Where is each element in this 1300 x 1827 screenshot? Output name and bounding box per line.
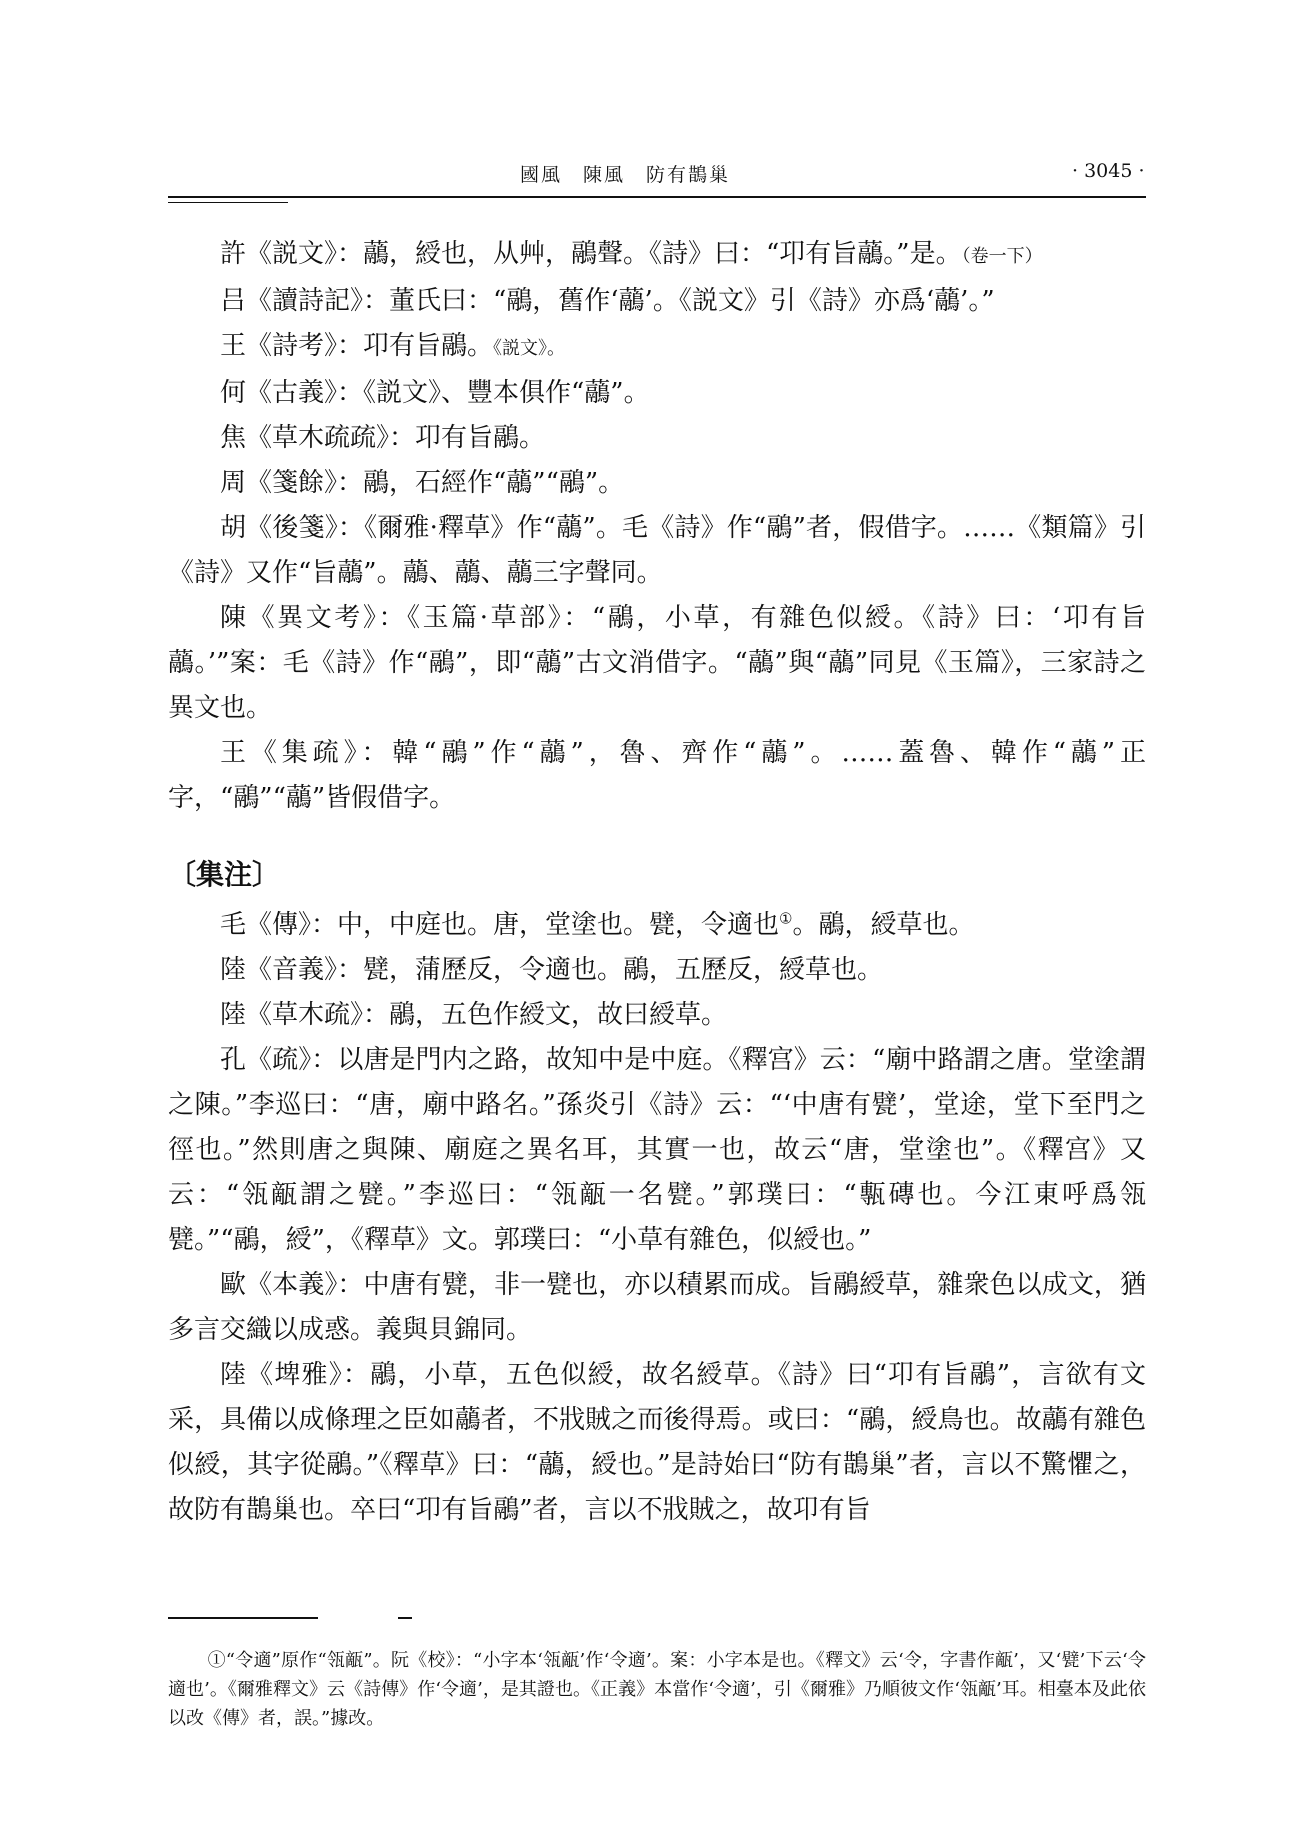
footnote-rule (168, 1617, 318, 1619)
paragraph-text: 陸《埤雅》：鷊，小草，五色似綬，故名綬草。《詩》曰“卭有旨鷊”，言欲有文采，具備以成條理之臣如虉者，不戕賊之而後得焉。或曰：“鷊，綬鳥也。故虉有雜色似綬，其字從鷊。”《釋草》曰：“虉，綬也。”是詩始曰“防有鵲巢”者，言以不驚懼之，故防有鵲巢也。卒曰“卭有旨鷊”者，言以不戕賊之，故卭有旨 (168, 1360, 1146, 1525)
inline-note: 《説文》。 (493, 338, 566, 359)
paragraph-text: 陸《草木疏》：鷊，五色作綬文，故曰綬草。 (220, 1000, 728, 1030)
paragraph (168, 1263, 1146, 1353)
paragraph-text: 歐《本義》：中唐有甓，非一甓也，亦以積累而成。旨鷊綬草，雜衆色以成文，猶多言交織以成惑。義與貝錦同。 (168, 1270, 1146, 1345)
footnote-rule-mark (398, 1617, 412, 1619)
header-rule (168, 196, 1146, 198)
paragraph-text: 毛《傳》：中，中庭也。唐，堂塗也。甓，令適也 (220, 910, 780, 940)
paragraph-text: 吕《讀詩記》：董氏曰：“鷊，舊作‘虉’。《説文》引《詩》亦爲‘虉’。” (220, 286, 995, 316)
paragraph-text: 胡《後箋》：《爾雅·釋草》作“虉”。毛《詩》作“鷊”者，假借字。……《類篇》引《詩》又作“旨虉”。虉、虉、虉三字聲同。 (168, 513, 1146, 588)
paragraph-text: 周《箋餘》：鷊，石經作“虉”“鷊”。 (220, 468, 625, 498)
running-header-title: 國風 陳風 防有鵲巢 (520, 164, 731, 186)
paragraph (168, 1038, 1146, 1263)
paragraph (168, 371, 1146, 416)
paragraph-text: 陸《音義》：甓，蒲歷反，令適也。鷊，五歷反，綬草也。 (220, 955, 884, 985)
paragraph-text: 。鷊，綬草也。 (792, 910, 975, 940)
footnote: ①“令適”原作“瓴甋”。阮《校》：“小字本‘瓴甋’作‘令適’。案：小字本是也。《釋文》云‘令，字書作甋’，又‘甓’下云‘令適也’。《爾雅釋文》云《詩傳》作‘令適’，是其證也。《正義》本當作‘令適’，引《爾雅》乃順彼文作‘瓴甋’耳。相臺本及此依以改《傳》者，誤。”據改。 (168, 1650, 1146, 1729)
paragraph (168, 596, 1146, 731)
paragraph (168, 324, 1146, 371)
paragraph (168, 948, 1146, 993)
paragraph-text: 許《説文》：虉，綬也，从艸，鷊聲。《詩》曰：“卭有旨虉。”是。 (220, 239, 962, 269)
paragraph (168, 1353, 1146, 1533)
paragraph (168, 731, 1146, 821)
paragraph (168, 903, 1146, 948)
paragraph-text: 王《詩考》：卭有旨鷊。 (220, 331, 494, 361)
main-text (168, 232, 1146, 1533)
inline-note: （卷一下） (961, 246, 1043, 267)
paragraph (168, 232, 1146, 279)
paragraph (168, 993, 1146, 1038)
paragraph-text: 王《集疏》：韓“鷊”作“虉”，魯、齊作“虉”。……蓋魯、韓作“虉”正字，“鷊”“虉”皆假借字。 (168, 738, 1146, 813)
paragraph (168, 461, 1146, 506)
paragraph (168, 416, 1146, 461)
paragraph (168, 279, 1146, 324)
paragraph (168, 506, 1146, 596)
paragraph-text: 陳《異文考》：《玉篇·草部》：“鷊，小草，有雜色似綬。《詩》曰：‘卭有旨虉。’”案：毛《詩》作“鷊”，即“虉”古文消借字。“虉”與“虉”同見《玉篇》，三家詩之異文也。 (168, 603, 1146, 723)
page-number: · 3045 · (1072, 160, 1145, 182)
header-rule-thin (168, 202, 288, 203)
paragraph-text: 何《古義》：《説文》、豐本俱作“虉”。 (220, 378, 650, 408)
paragraph-text: 孔《疏》：以唐是門内之路，故知中是中庭。《釋宫》云：“廟中路謂之唐。堂塗謂之陳。”李巡曰：“唐，廟中路名。”孫炎引《詩》云：“‘中唐有甓’，堂途，堂下至門之徑也。”然則唐之與陳、廟庭之異名耳，其實一也，故云“唐，堂塗也”。《釋宫》又云：“瓴甋謂之甓。”李巡曰：“瓴甋一名甓。”郭璞曰：“甎磚也。今江東呼爲瓴甓。”“鷊，綬”，《釋草》文。郭璞曰：“小草有雜色，似綬也。” (168, 1045, 1146, 1255)
footnote-marker[interactable]: ① (779, 909, 793, 928)
paragraph-text: 焦《草木疏疏》：卭有旨鷊。 (220, 423, 546, 453)
section-heading: 〔集注〕 (168, 858, 281, 891)
